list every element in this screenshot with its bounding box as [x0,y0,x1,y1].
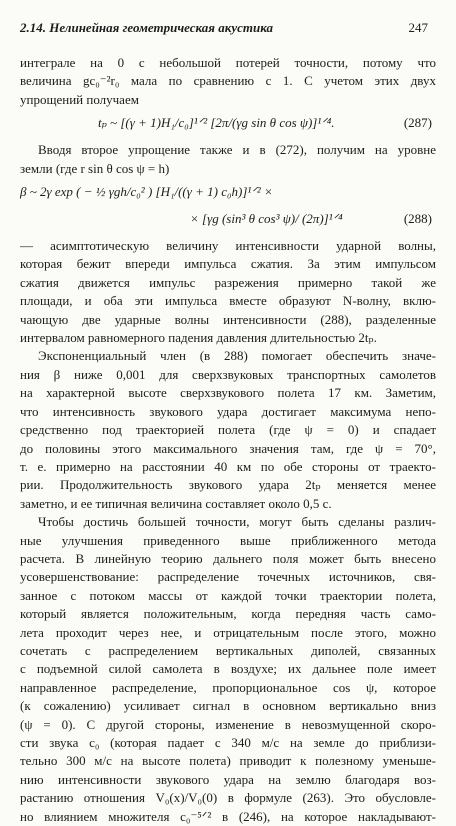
equation-288-line-1 [20,183,436,205]
text-line: ные улучшения приведенного выше приближенного метода [20,532,436,548]
paragraph-3 [20,237,436,347]
text-line: земли (где r sin θ cos ψ = h) [20,160,170,176]
text-line: тельно 300 м/с на высоте полета) приводит к полезному уменьше- [20,753,436,769]
text-line: усовершенствование: распределение точечных источников, свя- [20,569,436,585]
paragraph-5 [20,513,436,826]
equation-number: (287) [403,115,432,131]
text-line: ния β ниже 0,001 для сверхзвуковых транспортных самолетов [20,366,436,382]
text-line: на характерной высоте сверхзвукового полета 17 км. Заметим, [20,385,436,401]
text-line: нию интенсивности звукового удара на землю благодаря воз- [20,771,436,787]
equation-number: (288) [403,211,432,227]
text-line: сочетать с распределением вертикальных диполей, связанных [20,642,436,658]
text-line: величина gc₀⁻²r₀ мала по сравнению с 1. С учетом этих двух [20,73,436,89]
text-line: но влиянием множителя c₀⁻⁵ᐟ² в (246), на которое накладывают- [20,808,436,824]
text-line: лета проходит через нее, и отрицательным после этого, можно [20,624,436,640]
text-line: (к сожалению) усиливает сигнал в основном вертикально вниз [20,698,436,714]
text-line: интервалом равномерного падения давления длительностью 2tₚ. [20,330,377,346]
text-line: до половины этого максимального значения там, где ψ = 70°, [20,440,436,456]
text-line: упрощений получаем [20,91,139,107]
paragraph-4 [20,347,436,513]
equation-expression: β ~ 2γ exp ( − ½ γgh/c₀² ) [H₁/((γ + 1) c₀h)]¹ᐟ² × [20,184,273,200]
text-line: Экспоненциальный член (в 288) помогает обеспечить значе- [38,348,436,364]
text-line: направленное распределение, пропорциональное cos ψ, которое [20,679,436,695]
text-line: растанию отношения V₀(x)/V₀(0) в формуле (263). Это обусловле- [20,790,436,806]
text-line: сжатия движется импульс разрежения примерно такой же [20,274,436,290]
equation-287 [20,114,436,136]
text-line: с подъемной силой самолета в воздухе; их дальнее поле имеет [20,661,436,677]
equation-288-line-2 [20,210,436,232]
text-line: (ψ = 0). С другой стороны, изменение в невозмущенной скоро- [20,716,436,732]
paragraph-1 [20,54,436,109]
text-line: Вводя второе упрощение также и в (272), получим на уровне [38,142,436,158]
text-line: рии. Продолжительность звукового удара 2tₚ меняется менее [20,477,436,493]
text-line: Чтобы достичь большей точности, могут быть сделаны различ- [38,514,436,530]
text-line: — асимптотическую величину интенсивности ударной волны, [20,238,436,254]
text-line: средственно под траекторией полета (где ψ = 0) и спадает [20,422,436,438]
section-title: 2.14. Нелинейная геометрическая акустика [20,20,273,35]
text-line: чающую две ударные волны интенсивности (288), разделенные [20,311,436,327]
text-line: площади, и оба эти импульса вместе образуют N-волну, вклю- [20,293,436,309]
text-line: заметно, и ее типичная величина составляет около 0,5 с. [20,495,332,511]
text-line: которая бежит впереди импульса сжатия. За этим импульсом [20,256,436,272]
equation-expression: × [γg (sin³ θ cos³ ψ)/ (2π)]¹ᐟ⁴ [190,211,343,227]
text-line: сти звука c₀ (которая падает с 340 м/с на земле до приблизи- [20,735,436,750]
page-body [20,54,436,826]
running-header [20,20,436,38]
text-line: который является положительным, когда передняя часть само- [20,606,436,622]
text-line: занное с потоком массы от каждой точки траектории полета, [20,587,436,603]
text-line: расчета. В линейную теорию дальнего поля может быть внесено [20,550,436,566]
text-line: интеграле на 0 с небольшой потерей точности, потому что [20,55,436,70]
equation-expression: tₚ ~ [(γ + 1)H₁/c₀]¹ᐟ² [2π/(γg sin θ cos ψ)]¹ᐟ⁴. [98,115,335,131]
text-line: что интенсивность звукового удара достигает максимума непо- [20,403,436,419]
text-line: т. е. примерно на расстоянии 40 км по обе стороны от траекто- [20,458,436,474]
paragraph-2 [20,141,436,178]
page-number: 247 [408,20,428,35]
